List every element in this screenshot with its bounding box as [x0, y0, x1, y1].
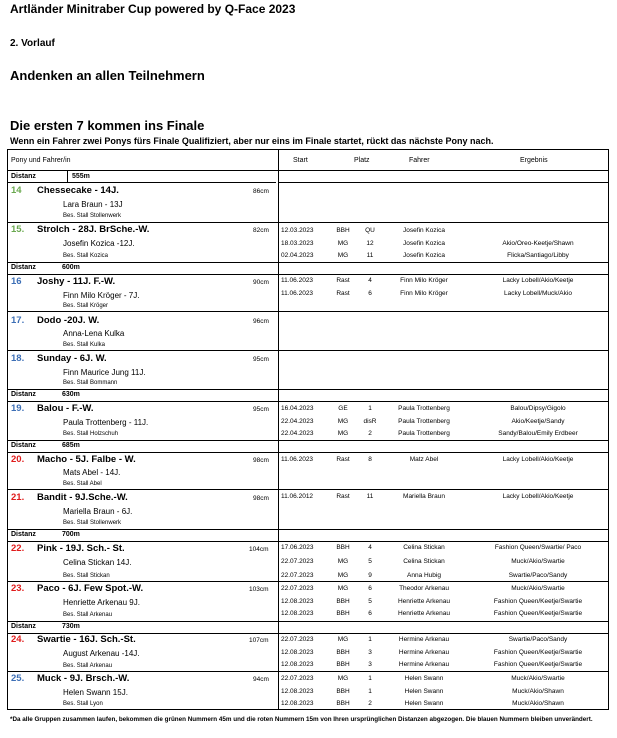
- result-driver: Helen Swann: [404, 700, 444, 707]
- footnote: *Da alle Gruppen zusammen laufen, bekommen die grünen Nummern 45m und die roten Nummern 15m von Ihren ursprünglichen Distanzen abgezogen. Die blauen Nummern bleiben unverändert.: [10, 716, 593, 723]
- rider-name: Mats Abel - 14J.: [63, 468, 121, 477]
- result-location: MG: [337, 585, 349, 592]
- entry-number: 19.: [11, 403, 25, 414]
- result-date: 22.07.2023: [281, 585, 314, 592]
- result-location: BBH: [336, 227, 350, 234]
- result-place: 1: [368, 675, 372, 682]
- row-divider: [278, 182, 608, 183]
- result-driver: Josefin Kozica: [403, 240, 445, 247]
- row-divider: [8, 529, 608, 530]
- rider-name: Josefin Kozica -12J.: [63, 239, 135, 248]
- result-podium: Muck/Akio/Swartie: [511, 558, 565, 565]
- result-date: 22.04.2023: [281, 430, 314, 437]
- result-location: MG: [337, 430, 349, 437]
- row-divider: [8, 350, 608, 351]
- start-height: 104cm: [249, 546, 269, 553]
- result-date: 16.04.2023: [281, 405, 314, 412]
- result-driver: Henriette Arkenau: [397, 598, 451, 605]
- row-divider: [8, 274, 608, 275]
- result-date: 12.08.2023: [281, 700, 314, 707]
- result-driver: Hermine Arkenau: [398, 661, 450, 668]
- result-place: 11: [366, 252, 374, 259]
- result-location: MG: [337, 240, 349, 247]
- result-date: 11.06.2023: [281, 456, 314, 463]
- entry-number: 20.: [11, 454, 25, 465]
- col-header-result: Ergebnis: [520, 157, 548, 164]
- result-place: 5: [368, 598, 372, 605]
- row-divider: [8, 671, 608, 672]
- result-date: 11.06.2023: [281, 277, 314, 284]
- row-divider: [8, 621, 608, 622]
- result-driver: Matz Abel: [409, 456, 439, 463]
- row-divider: [8, 489, 608, 490]
- result-date: 17.06.2023: [281, 544, 314, 551]
- result-date: 22.07.2023: [281, 558, 314, 565]
- rider-name: August Arkenau -14J.: [63, 649, 140, 658]
- rider-name: Paula Trottenberg - 11J.: [63, 418, 149, 427]
- result-driver: Finn Milo Kröger: [400, 290, 448, 297]
- page-title: Artländer Minitraber Cup powered by Q-Face 2023: [10, 2, 296, 16]
- heat-subtitle: 2. Vorlauf: [10, 38, 55, 49]
- start-height: 107cm: [249, 637, 269, 644]
- result-driver: Hermine Arkenau: [398, 649, 450, 656]
- stable-name: Bes. Stall Arkenau: [63, 663, 113, 669]
- distance-label: Distanz: [11, 391, 36, 398]
- pony-name: Pink - 19J. Sch.- St.: [37, 543, 125, 554]
- start-height: 103cm: [249, 586, 269, 593]
- result-location: Rast: [336, 290, 350, 297]
- start-height: 90cm: [253, 279, 269, 286]
- result-place: 12: [366, 240, 374, 247]
- stable-name: Bes. Stall Stollenwerk: [63, 213, 122, 219]
- row-divider: [8, 401, 608, 402]
- pony-name: Macho - 5J. Falbe - W.: [37, 454, 136, 465]
- result-date: 12.08.2023: [281, 661, 314, 668]
- result-podium: Muck/Akio/Swartie: [511, 675, 565, 682]
- stable-name: Bes. Stall Kulka: [63, 342, 106, 348]
- row-divider: [8, 452, 608, 453]
- result-date: 12.08.2023: [281, 649, 314, 656]
- stable-name: Bes. Stall Holzschuh: [63, 431, 119, 437]
- result-podium: Fashion Queen/Swartie/ Paco: [494, 544, 582, 551]
- result-podium: Akio/Keetje/Sandy: [511, 418, 565, 425]
- pony-name: Bandit - 9J.Sche.-W.: [37, 492, 128, 503]
- stable-name: Bes. Stall Stickan: [63, 573, 110, 579]
- pony-name: Paco - 6J. Few Spot.-W.: [37, 583, 144, 594]
- entry-number: 15.: [11, 224, 25, 235]
- result-place: 1: [368, 405, 372, 412]
- rider-name: Finn Milo Kröger - 7J.: [63, 291, 140, 300]
- rider-name: Celina Stickan 14J.: [63, 558, 132, 567]
- result-location: BBH: [336, 610, 350, 617]
- start-height: 98cm: [253, 457, 269, 464]
- entry-number: 16: [11, 276, 22, 287]
- row-divider: [8, 170, 608, 171]
- entry-number: 17.: [11, 315, 25, 326]
- start-height: 82cm: [253, 227, 269, 234]
- result-date: 12.08.2023: [281, 598, 314, 605]
- result-place: 2: [368, 430, 372, 437]
- distance-value: 685m: [62, 442, 80, 449]
- entry-number: 23.: [11, 583, 25, 594]
- stable-name: Bes. Stall Lyon: [63, 701, 103, 707]
- stable-name: Bes. Stall Stollenwerk: [63, 520, 122, 526]
- pony-name: Joshy - 11J. F.-W.: [37, 276, 116, 287]
- stable-name: Bes. Stall Abel: [63, 481, 102, 487]
- result-driver: Finn Milo Kröger: [400, 277, 448, 284]
- result-driver: Mariella Braun: [403, 493, 445, 500]
- result-date: 22.04.2023: [281, 418, 314, 425]
- result-podium: Fashion Queen/Keetje/Swartie: [493, 661, 583, 668]
- result-driver: Anna Hubig: [407, 572, 441, 579]
- result-location: MG: [337, 675, 349, 682]
- entry-number: 25.: [11, 673, 25, 684]
- row-divider: [8, 440, 608, 441]
- result-podium: Balou/Dipsy/Gigolo: [510, 405, 566, 412]
- row-divider: [8, 541, 608, 542]
- result-place: disR: [363, 418, 377, 425]
- result-place: 3: [368, 649, 372, 656]
- stable-name: Bes. Stall Bommann: [63, 380, 118, 386]
- col-header-place: Platz: [354, 157, 370, 164]
- start-height: 94cm: [253, 676, 269, 683]
- row-divider: [8, 222, 608, 223]
- result-date: 11.06.2023: [281, 290, 314, 297]
- col-header-pony-rider: Pony und Fahrer/in: [11, 157, 71, 164]
- pony-name: Muck - 9J. Brsch.-W.: [37, 673, 130, 684]
- entry-number: 14: [11, 185, 22, 196]
- result-driver: Paula Trottenberg: [398, 405, 450, 412]
- distance-label: Distanz: [11, 442, 36, 449]
- result-place: 2: [368, 700, 372, 707]
- result-driver: Helen Swann: [404, 675, 444, 682]
- result-podium: Fashion Queen/Keetje/Swartie: [493, 598, 583, 605]
- result-podium: Lacky Lobell/Akio/Keetje: [502, 456, 574, 463]
- distance-value: 600m: [62, 264, 80, 271]
- pony-name: Chessecake - 14J.: [37, 185, 119, 196]
- result-driver: Josefin Kozica: [403, 252, 445, 259]
- result-location: Rast: [336, 277, 350, 284]
- result-driver: Henriette Arkenau: [397, 610, 451, 617]
- entry-number: 24.: [11, 634, 25, 645]
- entry-number: 18.: [11, 353, 25, 364]
- stable-name: Bes. Stall Arkenau: [63, 612, 113, 618]
- result-location: MG: [337, 558, 349, 565]
- col-header-start: Start: [293, 157, 308, 164]
- result-driver: Celina Stickan: [403, 558, 445, 565]
- result-date: 02.04.2023: [281, 252, 314, 259]
- row-divider: [8, 389, 608, 390]
- result-location: BBH: [336, 688, 350, 695]
- distance-label: Distanz: [11, 264, 36, 271]
- row-divider: [8, 182, 276, 183]
- result-place: 9: [368, 572, 372, 579]
- result-place: 4: [368, 277, 372, 284]
- stable-name: Bes. Stall Kozica: [63, 253, 109, 259]
- result-place: 6: [368, 290, 372, 297]
- entry-number: 22.: [11, 543, 25, 554]
- result-date: 12.03.2023: [281, 227, 314, 234]
- result-place: 4: [368, 544, 372, 551]
- result-location: Rast: [336, 456, 350, 463]
- result-date: 22.07.2023: [281, 636, 314, 643]
- result-date: 12.08.2023: [281, 610, 314, 617]
- result-podium: Fashion Queen/Keetje/Swartie: [493, 649, 583, 656]
- distance-label: Distanz: [11, 623, 36, 630]
- result-location: MG: [337, 418, 349, 425]
- distance-value: 730m: [62, 623, 80, 630]
- start-height: 86cm: [253, 188, 269, 195]
- rider-name: Lara Braun - 13J: [63, 200, 123, 209]
- col-divider-start: [278, 150, 279, 709]
- result-driver: Paula Trottenberg: [398, 430, 450, 437]
- entry-number: 21.: [11, 492, 25, 503]
- result-podium: Muck/Akio/Swartie: [511, 585, 565, 592]
- result-place: 3: [368, 661, 372, 668]
- result-driver: Paula Trottenberg: [398, 418, 450, 425]
- start-height: 95cm: [253, 356, 269, 363]
- distance-value: 555m: [72, 173, 90, 180]
- result-location: GE: [338, 405, 348, 412]
- result-driver: Helen Swann: [404, 688, 444, 695]
- result-driver: Hermine Arkenau: [398, 636, 450, 643]
- result-driver: Josefin Kozica: [403, 227, 445, 234]
- result-podium: Lacky Lobell/Akio/Keetje: [502, 493, 574, 500]
- result-podium: Muck/Akio/Shawn: [512, 688, 564, 695]
- result-place: 8: [368, 456, 372, 463]
- result-podium: Fashion Queen/Keetje/Swartie: [493, 610, 583, 617]
- result-date: 18.03.2023: [281, 240, 314, 247]
- pony-name: Dodo -20J. W.: [37, 315, 100, 326]
- result-podium: Swartie/Paco/Sandy: [508, 636, 568, 643]
- result-place: 6: [368, 610, 372, 617]
- rider-name: Helen Swann 15J.: [63, 688, 128, 697]
- start-height: 98cm: [253, 495, 269, 502]
- memento-heading: Andenken an allen Teilnehmern: [10, 68, 205, 83]
- result-podium: Lacky Lobell/Muck/Akio: [504, 290, 572, 297]
- distance-value: 700m: [62, 531, 80, 538]
- result-place: 6: [368, 585, 372, 592]
- result-driver: Celina Stickan: [403, 544, 445, 551]
- rider-name: Finn Maurice Jung 11J.: [63, 368, 146, 377]
- pony-name: Strolch - 28J. BrSche.-W.: [37, 224, 150, 235]
- result-driver: Theodor Arkenau: [399, 585, 449, 592]
- start-height: 96cm: [253, 318, 269, 325]
- result-podium: Lacky Lobell/Akio/Keetje: [502, 277, 574, 284]
- result-place: 11: [366, 493, 374, 500]
- distance-label: Distanz: [11, 531, 36, 538]
- result-place: 1: [368, 636, 372, 643]
- distance-value: 630m: [62, 391, 80, 398]
- result-podium: Swartie/Paco/Sandy: [508, 572, 568, 579]
- pony-name: Sunday - 6J. W.: [37, 353, 107, 364]
- result-place: QU: [365, 227, 375, 234]
- col-divider-distance: [67, 170, 68, 182]
- result-location: MG: [337, 636, 349, 643]
- stable-name: Bes. Stall Kröger: [63, 303, 109, 309]
- distance-label: Distanz: [11, 173, 36, 180]
- start-height: 95cm: [253, 406, 269, 413]
- pony-name: Swartie - 16J. Sch.-St.: [37, 634, 136, 645]
- rider-name: Mariella Braun - 6J.: [63, 507, 133, 516]
- row-divider: [8, 581, 608, 582]
- rider-name: Anna-Lena Kulka: [63, 329, 125, 338]
- pony-name: Balou - F.-W.: [37, 403, 94, 414]
- result-date: 11.06.2012: [281, 493, 314, 500]
- result-location: BBH: [336, 700, 350, 707]
- col-header-driver: Fahrer: [409, 157, 430, 164]
- result-location: Rast: [336, 493, 350, 500]
- result-podium: Akio/Oreo-Keetje/Shawn: [502, 240, 574, 247]
- result-place: 5: [368, 558, 372, 565]
- result-place: 1: [368, 688, 372, 695]
- result-location: BBH: [336, 649, 350, 656]
- qualification-rule: Wenn ein Fahrer zwei Ponys fürs Finale Qualifiziert, aber nur eins im Finale startet, rückt das nächste Pony nach.: [10, 136, 494, 146]
- result-location: BBH: [336, 661, 350, 668]
- result-podium: Muck/Akio/Shawn: [512, 700, 564, 707]
- rider-name: Henriette Arkenau 9J.: [63, 598, 140, 607]
- result-date: 22.07.2023: [281, 675, 314, 682]
- results-table: [7, 149, 609, 710]
- row-divider: [8, 311, 608, 312]
- result-location: BBH: [336, 598, 350, 605]
- result-podium: Sandy/Balou/Emily Erdbeer: [498, 430, 578, 437]
- result-location: MG: [337, 572, 349, 579]
- result-date: 22.07.2023: [281, 572, 314, 579]
- final-heading: Die ersten 7 kommen ins Finale: [10, 118, 205, 133]
- result-date: 12.08.2023: [281, 688, 314, 695]
- result-location: BBH: [336, 544, 350, 551]
- result-podium: Flicka/Santiago/Libby: [507, 252, 569, 259]
- result-location: MG: [337, 252, 349, 259]
- row-divider: [8, 262, 608, 263]
